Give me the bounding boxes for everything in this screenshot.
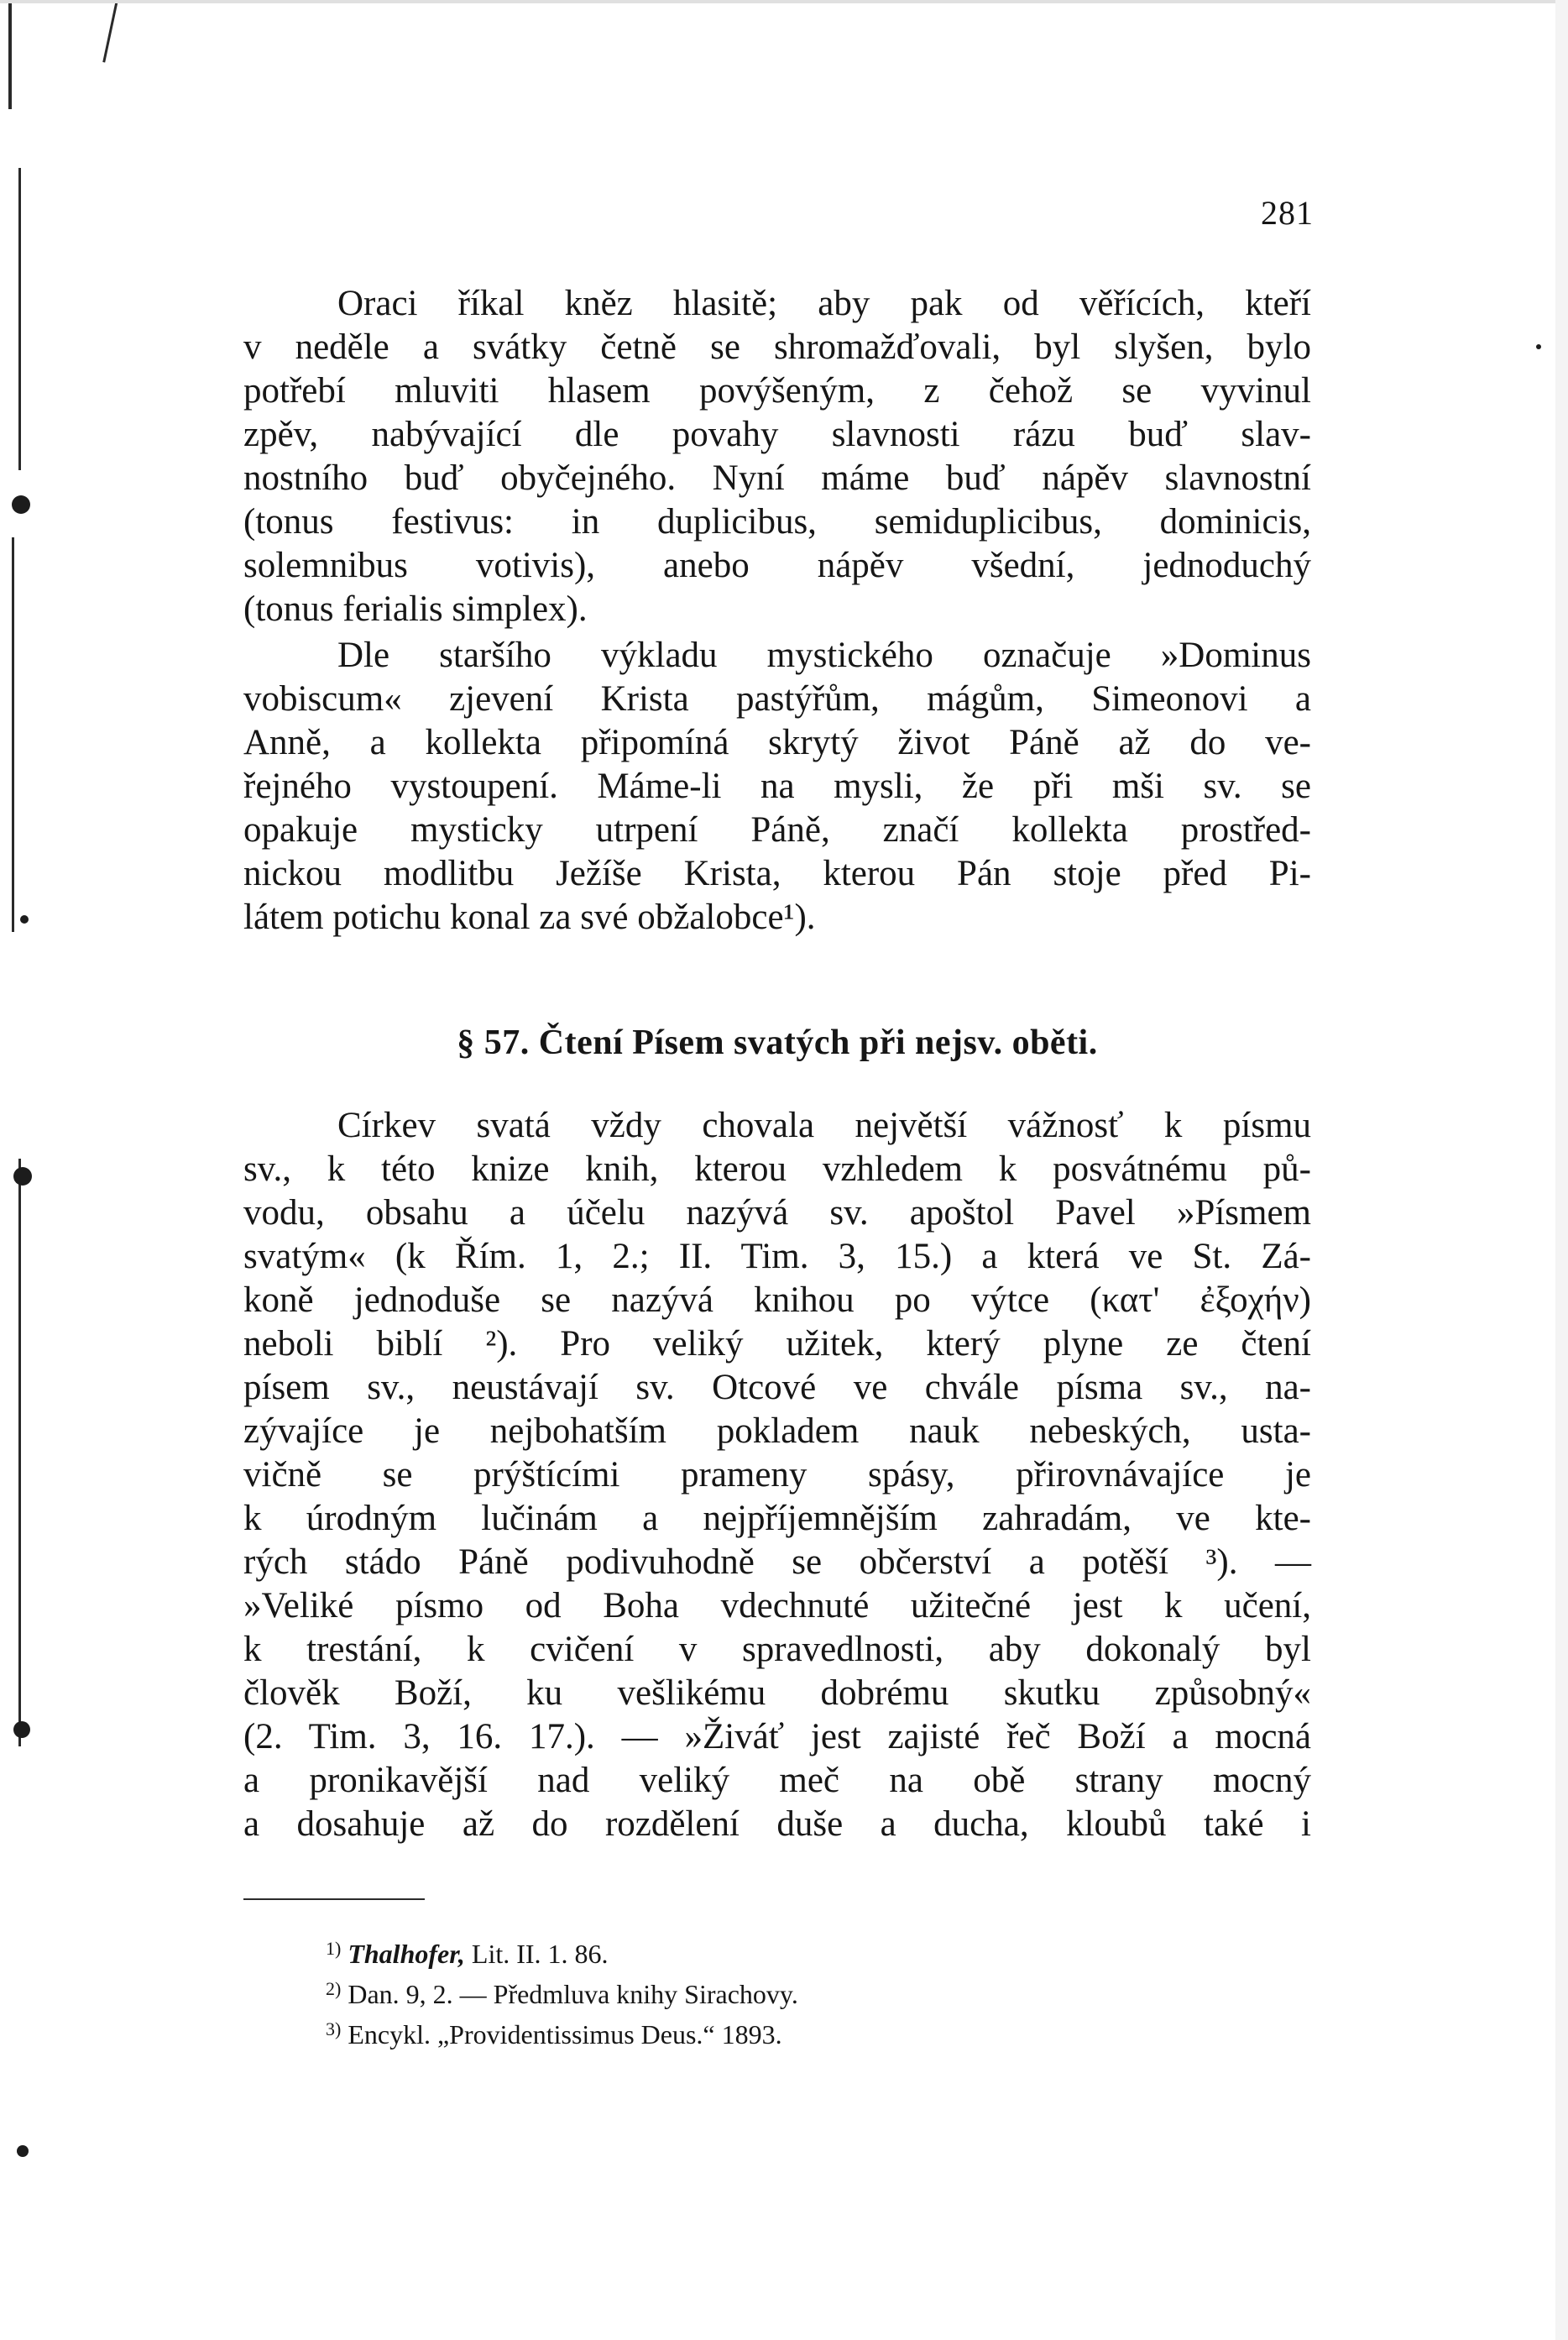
text-line: koně jednoduše se nazývá knihou po výtce (κατ' ἐξοχήν) [243, 1280, 1311, 1320]
scan-edge-mark [18, 1159, 21, 1746]
text-line: řejného vystoupení. Máme-li na mysli, že při mši sv. se [243, 767, 1311, 806]
footnotes [326, 1931, 1081, 2052]
text-line: vičně se prýštícími prameny spásy, přirovnávajíce je [243, 1455, 1311, 1495]
scan-edge-mark [18, 168, 21, 470]
text-line: sv., k této knize knih, kterou vzhledem k posvátnému pů- [243, 1149, 1311, 1189]
text-line: k trestání, k cvičení v spravedlnosti, aby dokonalý byl [243, 1630, 1311, 1669]
text-line: solemnibus votivis), anebo nápěv všední, jednoduchý [243, 546, 1311, 585]
text-line: člověk Boží, ku vešlikému dobrému skutku způsobný« [243, 1673, 1311, 1713]
footnote-author: Thalhofer, [348, 1939, 465, 1969]
footnote-1 [326, 1931, 1081, 1971]
footnote-marker: 3) [326, 2018, 342, 2039]
text-line: (tonus festivus: in duplicibus, semiduplicibus, dominicis, [243, 502, 1311, 542]
text-line: rých stádo Páně podivuhodně se občerství a potěší ³). — [243, 1542, 1311, 1582]
scan-speck [13, 1721, 30, 1738]
scan-edge-mark [0, 0, 1568, 3]
text-line: písem sv., neustávají sv. Otcové ve chvále písma sv., na- [243, 1368, 1311, 1407]
text-line: látem potichu konal za své obžalobce¹). [243, 898, 816, 937]
scan-edge-mark [8, 0, 12, 109]
text-line: (2. Tim. 3, 16. 17.). — »Živáť jest zajisté řeč Boží a mocná [243, 1717, 1311, 1756]
page-number: 281 [1261, 194, 1314, 232]
footnote-2 [326, 1971, 1081, 2012]
footnote-text: Dan. 9, 2. — Předmluva knihy Sirachovy. [348, 1979, 798, 2009]
scan-edge-mark [1555, 0, 1568, 2340]
footnote-divider [243, 1898, 425, 1900]
footnote-marker: 2) [326, 1978, 342, 1999]
scan-speck [17, 2145, 29, 2157]
footnote-text: Lit. II. 1. 86. [464, 1939, 609, 1969]
text-line: vodu, obsahu a účelu nazývá sv. apoštol Pavel »Písmem [243, 1193, 1311, 1233]
text-line: k úrodným lučinám a nejpříjemnějším zahradám, ve kte- [243, 1499, 1311, 1538]
paragraph-3 [243, 1104, 1311, 1846]
scan-speck [13, 1167, 32, 1186]
text-line: v neděle a svátky četně se shromažďovali, byl slyšen, bylo [243, 327, 1311, 367]
section-heading: § 57. Čtení Písem svatých při nejsv. oběti. [457, 1023, 1098, 1062]
text-line: neboli biblí ²). Pro veliký užitek, který plyne ze čtení [243, 1324, 1311, 1364]
text-line: a pronikavější nad veliký meč na obě strany mocný [243, 1761, 1311, 1800]
footnote-marker: 1) [326, 1938, 342, 1959]
scan-edge-mark [12, 537, 14, 932]
text-line: vobiscum« zjevení Krista pastýřům, mágům, Simeonovi a [243, 679, 1311, 719]
text-line: potřebí mluviti hlasem povýšeným, z čehož se vyvinul [243, 371, 1311, 411]
text-line: zpěv, nabývající dle povahy slavnosti rázu buď slav- [243, 415, 1311, 454]
text-line: Dle staršího výkladu mystického označuje »Dominus [337, 636, 1311, 675]
text-line: Církev svatá vždy chovala největší vážnosť k písmu [337, 1106, 1311, 1145]
text-line: zývajíce je nejbohatším pokladem nauk nebeských, usta- [243, 1411, 1311, 1451]
scan-edge-mark [102, 1, 118, 63]
text-line: »Veliké písmo od Boha vdechnuté užitečné jest k učení, [243, 1586, 1311, 1625]
scan-speck [12, 495, 30, 514]
text-line: opakuje mysticky utrpení Páně, značí kollekta prostřed- [243, 810, 1311, 850]
paragraph-2 [243, 634, 1311, 940]
text-line: Anně, a kollekta připomíná skrytý život Páně až do ve- [243, 723, 1311, 762]
text-line: nickou modlitbu Ježíše Krista, kterou Pán stoje před Pi- [243, 854, 1311, 893]
text-line: a dosahuje až do rozdělení duše a ducha, kloubů také i [243, 1804, 1311, 1844]
scan-speck [1536, 344, 1541, 349]
scan-speck [20, 915, 29, 924]
paragraph-1 [243, 282, 1311, 631]
text-line: Oraci říkal kněz hlasitě; aby pak od věřících, kteří [337, 284, 1311, 323]
text-line: svatým« (k Řím. 1, 2.; II. Tim. 3, 15.) a která ve St. Zá- [243, 1237, 1311, 1276]
footnote-3 [326, 2012, 1081, 2052]
text-line: nostního buď obyčejného. Nyní máme buď nápěv slavnostní [243, 458, 1311, 498]
footnote-text: Encykl. „Providentissimus Deus.“ 1893. [348, 2019, 782, 2049]
text-line: (tonus ferialis simplex). [243, 589, 588, 629]
